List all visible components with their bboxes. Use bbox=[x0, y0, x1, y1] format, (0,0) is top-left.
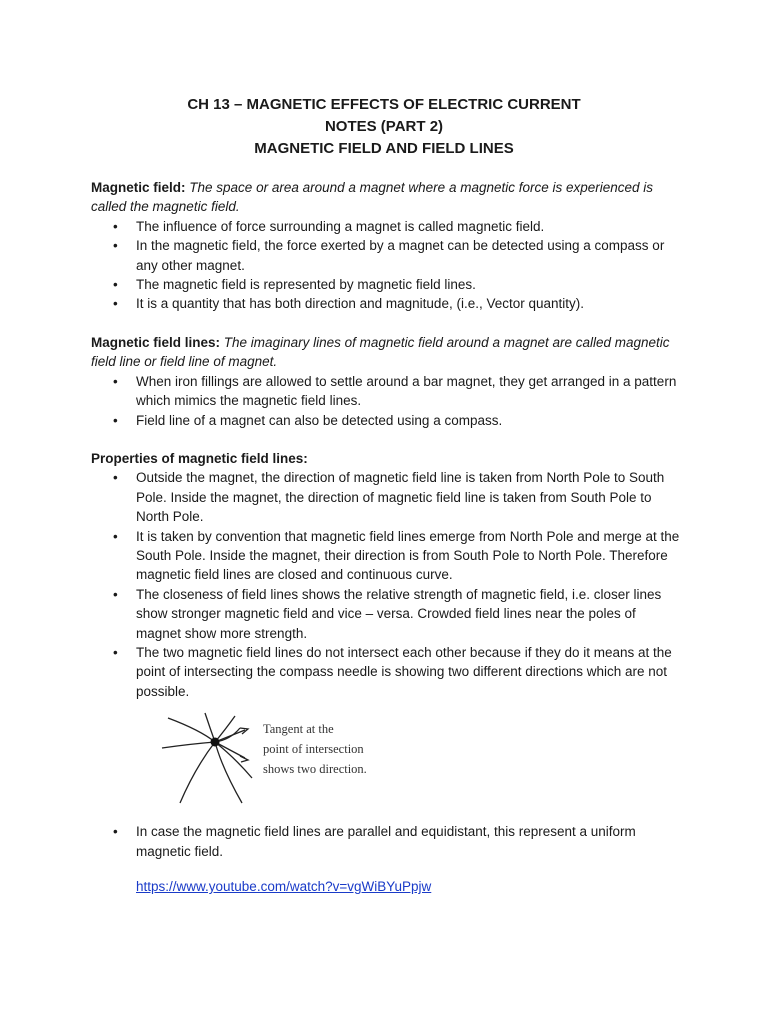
bullet-icon: • bbox=[113, 412, 118, 428]
list-item-text: Field line of a magnet can also be detected using a compass. bbox=[136, 412, 503, 428]
list-item-text: It is a quantity that has both direction and magnitude, (i.e., Vector quantity). bbox=[136, 296, 585, 312]
list-item bbox=[91, 411, 681, 430]
list-item-text: In the magnetic field, the force exerted by a magnet can be detected using a compass or any other magnet. bbox=[136, 238, 665, 273]
field-lines-section bbox=[91, 333, 681, 430]
section-title: MAGNETIC FIELD AND FIELD LINES bbox=[254, 140, 514, 157]
notes-subtitle: NOTES (PART 2) bbox=[324, 118, 444, 135]
magnetic-field-term: Magnetic field: bbox=[91, 180, 186, 195]
list-item bbox=[91, 468, 681, 526]
chapter-title: CH 13 – MAGNETIC EFFECTS OF ELECTRIC CURRENT bbox=[187, 96, 581, 113]
field-lines-term: Magnetic field lines: bbox=[91, 335, 221, 350]
bullet-icon: • bbox=[113, 528, 118, 544]
bullet-icon: • bbox=[113, 586, 118, 602]
youtube-link[interactable]: https://www.youtube.com/watch?v=vgWiBYuPpjw bbox=[136, 879, 432, 894]
field-lines-text: The imaginary lines of magnetic field around a magnet are called magnetic field line or field line of magnet. bbox=[91, 335, 670, 370]
caption-line-3: shows two direction. bbox=[263, 762, 367, 776]
list-item-text: It is taken by convention that magnetic field lines emerge from North Pole and merge at the South Pole. Inside the magnet, their direction is from South Pole to North Pole. Therefore magnetic field lines are closed and continuous curve. bbox=[136, 528, 680, 583]
intersection-point bbox=[211, 738, 220, 747]
list-item bbox=[91, 217, 681, 236]
list-item bbox=[91, 236, 681, 275]
list-item-text: The closeness of field lines shows the relative strength of magnetic field, i.e. closer lines show stronger magnetic field and vice – versa. Crowded field lines near the poles of magnet show more strength. bbox=[136, 586, 662, 641]
magnetic-field-text: The space or area around a magnet where a magnetic force is experienced is called the magnetic field. bbox=[91, 180, 654, 215]
field-lines-definition bbox=[91, 333, 681, 372]
list-item bbox=[91, 643, 681, 701]
uniform-field-section bbox=[91, 822, 681, 862]
intersecting-field-lines-figure bbox=[160, 708, 380, 808]
field-lines-drawing bbox=[162, 713, 252, 803]
title-block bbox=[0, 94, 768, 160]
list-item-text: In case the magnetic field lines are parallel and equidistant, this represent a uniform magnetic field. bbox=[136, 824, 636, 859]
list-item bbox=[91, 822, 681, 862]
uniform-field-list bbox=[91, 822, 681, 862]
caption-line-1: Tangent at the bbox=[263, 722, 334, 736]
list-item bbox=[91, 294, 681, 313]
list-item bbox=[91, 527, 681, 585]
bullet-icon: • bbox=[113, 277, 118, 293]
bullet-icon: • bbox=[113, 373, 118, 389]
list-item bbox=[91, 585, 681, 643]
list-item bbox=[91, 372, 681, 411]
list-item-text: The influence of force surrounding a magnet is called magnetic field. bbox=[136, 218, 545, 234]
magnetic-field-definition bbox=[91, 178, 681, 217]
properties-heading bbox=[91, 449, 681, 468]
bullet-icon: • bbox=[113, 238, 118, 254]
field-line bbox=[205, 713, 242, 803]
list-item-text: Outside the magnet, the direction of magnetic field line is taken from North Pole to South Pole. Inside the magnet, the direction of magnetic field line is taken from South Pole to North Pole. bbox=[136, 470, 665, 525]
properties-heading-text: Properties of magnetic field lines: bbox=[91, 451, 308, 466]
list-item-text: When iron fillings are allowed to settle around a bar magnet, they get arranged in a pattern which mimics the magnetic field lines. bbox=[136, 373, 677, 409]
properties-list bbox=[91, 468, 681, 701]
caption-line-2: point of intersection bbox=[263, 742, 364, 756]
list-item-text: The two magnetic field lines do not intersect each other because if they do it means at the point of intersecting the compass needle is showing two different directions which are not possible. bbox=[136, 645, 672, 699]
bullet-icon: • bbox=[113, 645, 118, 661]
field-lines-list bbox=[91, 372, 681, 430]
magnetic-field-list bbox=[91, 217, 681, 314]
properties-section bbox=[91, 449, 681, 701]
bullet-icon: • bbox=[113, 824, 118, 839]
list-item-text: The magnetic field is represented by magnetic field lines. bbox=[136, 277, 476, 293]
magnetic-field-section bbox=[91, 178, 681, 314]
field-line bbox=[162, 728, 240, 748]
bullet-icon: • bbox=[113, 296, 118, 312]
bullet-icon: • bbox=[113, 470, 118, 486]
bullet-icon: • bbox=[113, 218, 118, 234]
field-line bbox=[180, 716, 235, 803]
list-item bbox=[91, 275, 681, 294]
